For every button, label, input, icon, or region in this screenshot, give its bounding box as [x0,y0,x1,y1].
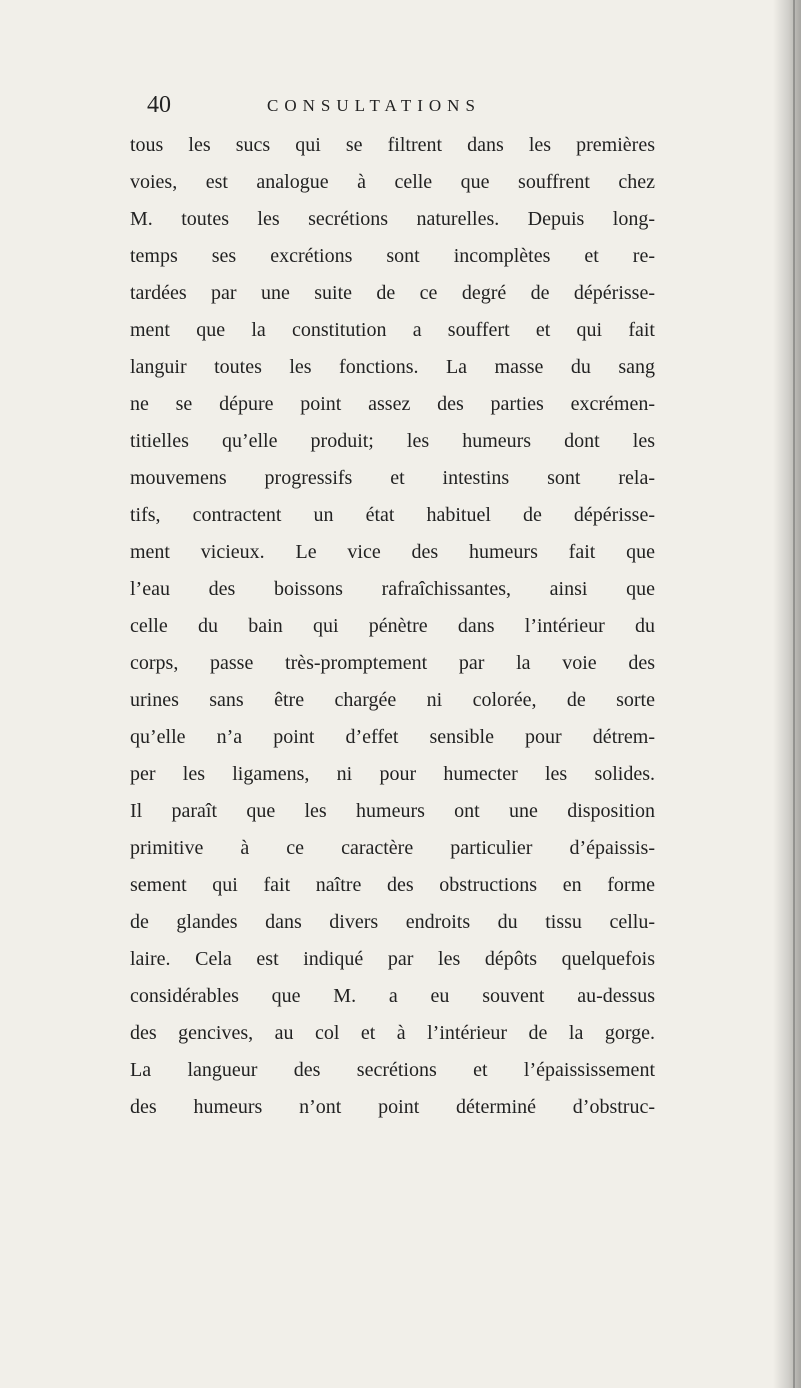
text-line: des gencives, au col et à l’intérieur de la gorge. [130,1022,655,1044]
text-line: sement qui fait naître des obstructions en forme [130,874,655,896]
text-line: M. toutes les secrétions naturelles. Depuis long- [130,208,655,230]
text-line: Il paraît que les humeurs ont une disposition [130,800,655,822]
page-header [147,92,667,126]
text-line: languir toutes les fonctions. La masse du sang [130,356,655,378]
text-line: primitive à ce caractère particulier d’épaissis- [130,837,655,859]
text-line: temps ses excrétions sont incomplètes et re- [130,245,655,267]
text-line: qu’elle n’a point d’effet sensible pour détrem- [130,726,655,748]
text-line: laire. Cela est indiqué par les dépôts quelquefois [130,948,655,970]
text-line: tous les sucs qui se filtrent dans les premières [130,134,655,156]
text-line: ment vicieux. Le vice des humeurs fait que [130,541,655,563]
text-line: urines sans être chargée ni colorée, de sorte [130,689,655,711]
text-line: voies, est analogue à celle que souffrent chez [130,171,655,193]
text-line: mouvemens progressifs et intestins sont rela- [130,467,655,489]
body-text [130,127,655,1126]
text-line: La langueur des secrétions et l’épaississement [130,1059,655,1081]
page-edge-line [793,0,795,1388]
page-number: 40 [147,92,171,118]
text-line: tardées par une suite de ce degré de dépérisse- [130,282,655,304]
text-line: considérables que M. a eu souvent au-dessus [130,985,655,1007]
running-title: CONSULTATIONS [267,96,481,115]
text-line: ment que la constitution a souffert et qui fait [130,319,655,341]
text-line: celle du bain qui pénètre dans l’intérieur du [130,615,655,637]
text-line: per les ligamens, ni pour humecter les solides. [130,763,655,785]
text-line: des humeurs n’ont point déterminé d’obstruc- [130,1096,655,1118]
text-line: l’eau des boissons rafraîchissantes, ainsi que [130,578,655,600]
text-line: tifs, contractent un état habituel de dépérisse- [130,504,655,526]
text-line: de glandes dans divers endroits du tissu cellu- [130,911,655,933]
page-edge-shadow [773,0,801,1388]
text-line: ne se dépure point assez des parties excrémen- [130,393,655,415]
text-line: corps, passe très-promptement par la voie des [130,652,655,674]
text-line: titielles qu’elle produit; les humeurs dont les [130,430,655,452]
